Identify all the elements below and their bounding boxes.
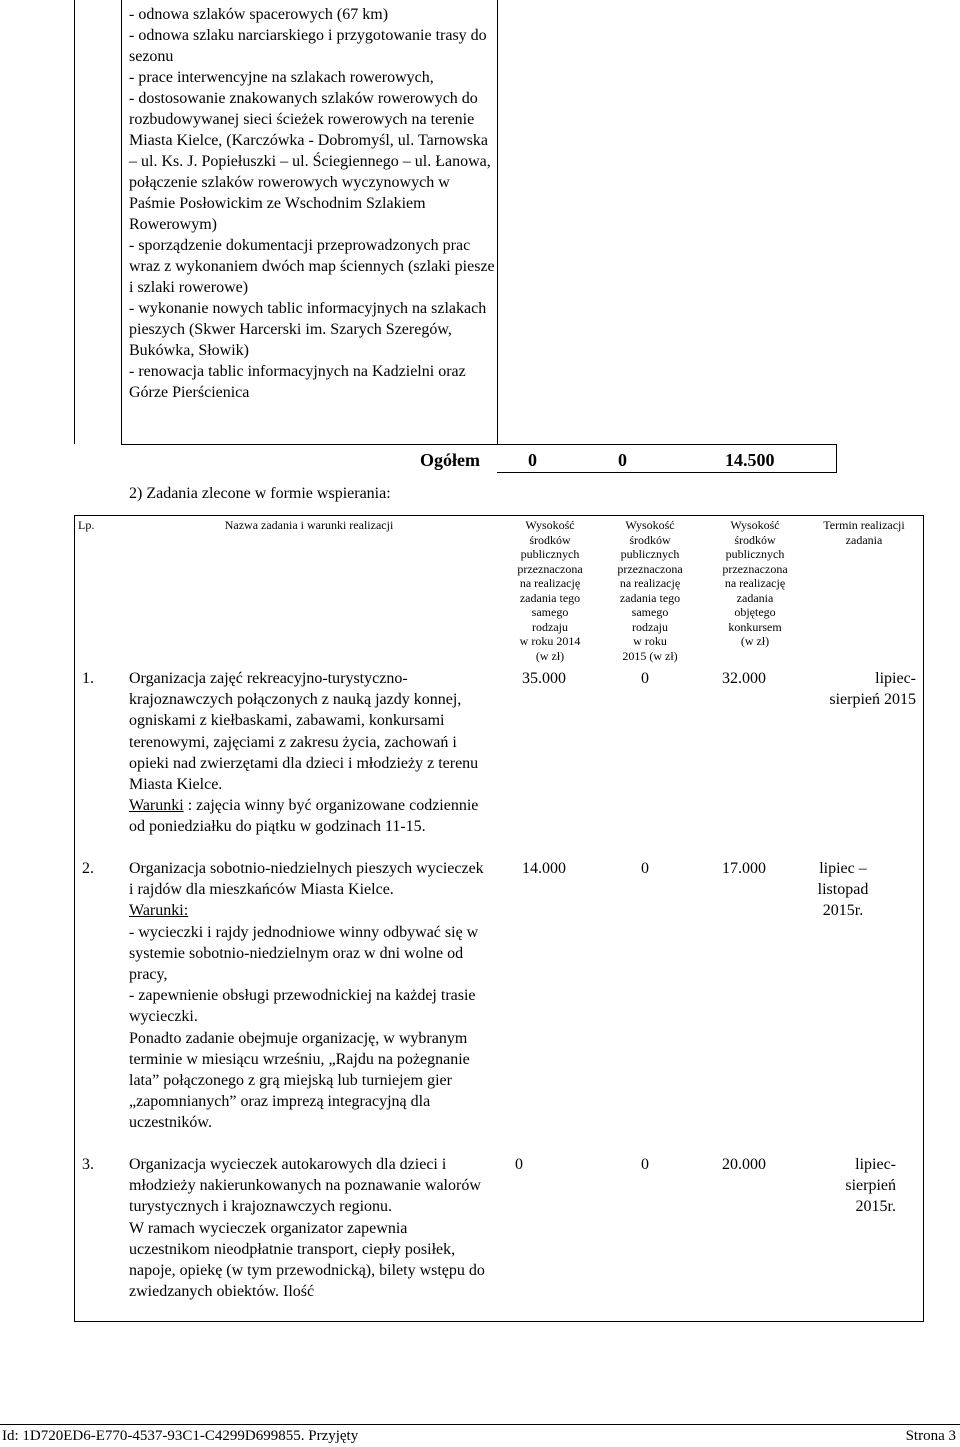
conditions-text: : zajęcia winny być organizowane codziennie od poniedziałku do piątku w godzinach 11-15. [129, 797, 479, 836]
row-value-2014: 35.000 [522, 670, 566, 687]
top-block-divider [121, 0, 122, 444]
row-desc-text: Organizacja sobotnio-niedzielnych pieszych wycieczek i rajdów dla mieszkańców Miasta Kielce. [129, 860, 484, 899]
table-row-description [129, 668, 491, 838]
footer-divider [0, 1424, 960, 1425]
top-block-text: - odnowa szlaków spacerowych (67 km) - odnowa szlaku narciarskiego i przygotowanie trasy do sezonu - prace interwencyjne na szlakach rowerowych, - dostosowanie znakowanych szlaków rowerowych do rozbudowywanej sieci ścieżek rowerowych na terenie Miasta Kielce, (Karczówka - Dobromyśl, ul. Tarnowska – ul. Ks. J. Popiełuszki – ul. Ściegiennego – ul. Łanowa, połączenie szlaków rowerowych wyczynowych w Paśmie Posłowickim ze Wschodnim Szlakiem Rowerowym) - sporządzenie dokumentacji przeprowadzonych prac wraz z wykonaniem dwóch map ściennych (szlaki piesze i szlaki rowerowe) - wykonanie nowych tablic informacyjnych na szlakach pieszych (Skwer Harcerski im. Szarych Szeregów, Bukówka, Słowik) - renowacja tablic informacyjnych na Kadzielni oraz Górze Pierścienica [129, 6, 495, 401]
row-value-konkurs: 32.000 [722, 670, 766, 687]
table-left-border [74, 515, 75, 1322]
page-number: Strona 3 [905, 1428, 956, 1444]
top-block-left-border [74, 0, 75, 444]
header-funds-konkurs: Wysokość środków publicznych przeznaczona na realizację zadania objętego konkursem (w zł) [722, 518, 788, 648]
table-top-border [74, 515, 924, 516]
table-row-description [129, 858, 491, 1134]
table-bottom-border [74, 1321, 924, 1322]
document-id: Id: 1D720ED6-E770-4537-93C1-C4299D699855. Przyjęty [2, 1428, 359, 1444]
row-conditions [129, 795, 491, 837]
table-right-border [923, 515, 924, 1322]
row-term: lipiec- sierpień 2015r. [845, 1156, 896, 1215]
total-row-right-border [836, 444, 837, 473]
total-value-2014: 0 [528, 450, 537, 470]
top-block-bottom-border [121, 444, 498, 445]
row-value-2014: 14.000 [522, 860, 566, 877]
header-funds-2014: Wysokość środków publicznych przeznaczona na realizację zadania tego samego rodzaju w roku 2014 (w zł) [517, 518, 583, 663]
row-term: lipiec- sierpień 2015 [829, 670, 916, 708]
row-value-konkurs: 20.000 [722, 1156, 766, 1173]
row-term: lipiec – listopad 2015r. [817, 860, 869, 919]
row-number: 3. [82, 1156, 94, 1173]
header-funds-2015: Wysokość środków publicznych przeznaczona na realizację zadania tego samego rodzaju w roku 2015 (w zł) [617, 518, 683, 663]
total-label: Ogółem [420, 450, 480, 470]
header-task-name: Nazwa zadania i warunki realizacji [224, 518, 394, 532]
conditions-text: - wycieczki i rajdy jednodniowe winny odbywać się w systemie sobotnio-niedzielnym oraz w dni wolne od pracy, - zapewnienie obsługi przewodnickiej na każdej trasie wycieczki. Ponadto zadanie obejmuje organizację, w wybranym terminie w miesiącu wrześniu, „Rajdu na pożegnanie lata” połączonego z grą miejską lub turniejem gier „zapomnianych” oraz imprezą integracyjną dla uczestników. [129, 923, 479, 1132]
row-value-2015: 0 [641, 860, 649, 877]
row-value-2014: 0 [515, 1156, 523, 1173]
header-lp: Lp. [78, 518, 95, 532]
row-desc-text: Organizacja wycieczek autokarowych dla dzieci i młodzieży nakierunkowanych na poznawanie walorów turystycznych i krajoznawczych regionu. W ramach wycieczek organizator zapewnia uczestnikom nieodpłatnie transport, ciepły posiłek, napoje, opiekę (w tym przewodnicką), bilety wstępu do zwiedzanych obiektów. Ilość [129, 1156, 485, 1301]
row-number: 1. [82, 670, 94, 687]
total-row-bottom-border [497, 472, 837, 473]
total-value-konkurs: 14.500 [725, 450, 775, 470]
conditions-label: Warunki: [129, 902, 189, 920]
row-number: 2. [82, 860, 94, 877]
row-value-2015: 0 [641, 670, 649, 687]
total-row-top-border [497, 444, 837, 445]
row-conditions-label [129, 900, 491, 921]
header-term: Termin realizacji zadania [823, 518, 905, 547]
row-desc-text: Organizacja zajęć rekreacyjno-turystyczno-krajoznawczych połączonych z nauką jazdy konnej, ogniskami z kiełbaskami, zabawami, konkursami terenowymi, zajęciami z zakresu życia, zachowań i opieki nad zwierzętami dla dzieci i młodzieży z terenu Miasta Kielce. [129, 670, 479, 794]
conditions-label: Warunki [129, 797, 184, 815]
section-title: 2) Zadania zlecone w formie wspierania: [129, 485, 391, 502]
row-value-konkurs: 17.000 [722, 860, 766, 877]
row-value-2015: 0 [641, 1156, 649, 1173]
total-value-2015: 0 [618, 450, 627, 470]
